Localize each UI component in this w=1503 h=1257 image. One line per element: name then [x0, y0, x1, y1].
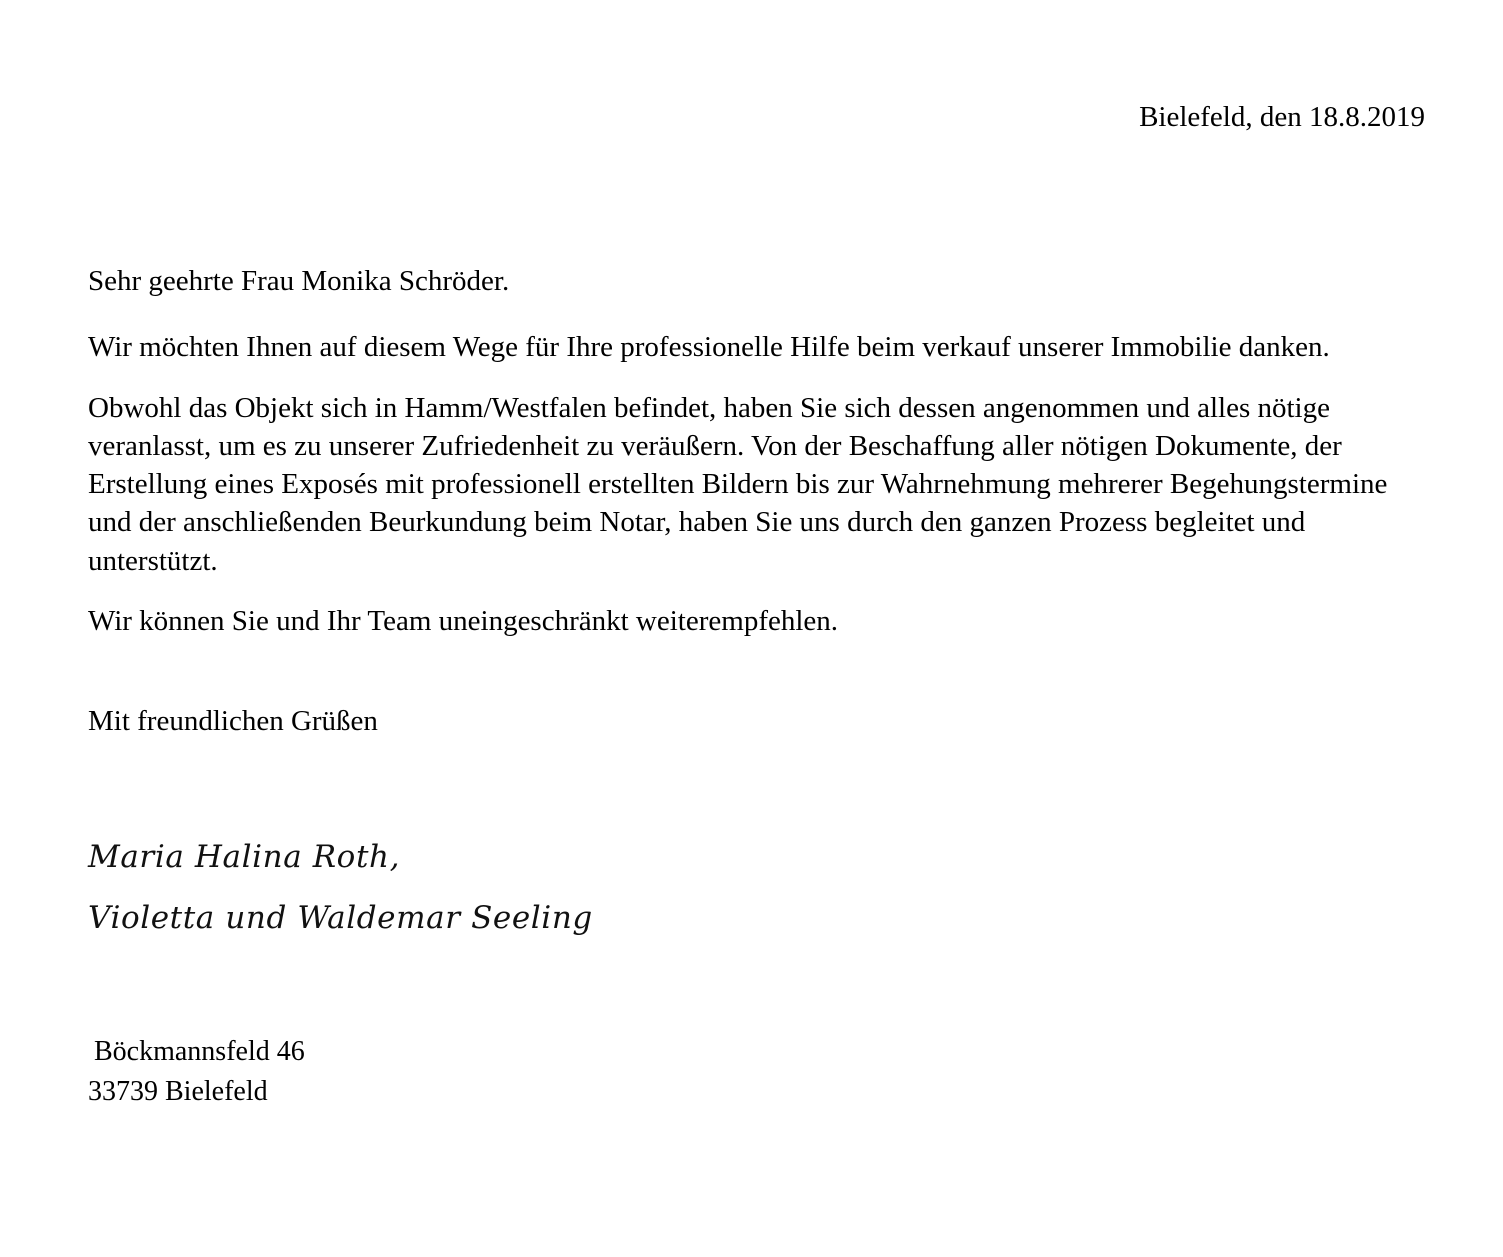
closing-line: Mit freundlichen Grüßen: [88, 705, 378, 738]
letter-body: [88, 262, 1428, 740]
signature-line-2: Violetta und Waldemar Seeling: [88, 899, 593, 936]
body-paragraph-2: Obwohl das Objekt sich in Hamm/Westfalen befindet, haben Sie sich dessen angenommen und alles nötige veranlasst, um es zu unserer Zufriedenheit zu veräußern. Von der Beschaffung aller nötigen Dokumente, der Erstellung eines Exposés mit professionell erstellten Bildern bis zur Wahrnehmung mehrerer Begehungstermine und der anschließenden Beurkundung beim Notar, haben Sie uns durch den ganzen Prozess begleitet und unterstützt.: [88, 391, 1388, 577]
signature-block: [88, 838, 988, 960]
date-line: Bielefeld, den 18.8.2019: [1139, 101, 1425, 133]
address-city-line: 33739 Bielefeld: [88, 1075, 268, 1107]
body-paragraph-1: Wir möchten Ihnen auf diesem Wege für Ihre professionelle Hilfe beim verkauf unserer Immobilie danken.: [88, 331, 1330, 364]
salutation-line: Sehr geehrte Frau Monika Schröder.: [88, 265, 510, 297]
address-street-line: Böckmannsfeld 46: [94, 1036, 305, 1067]
sender-address-block: [88, 1032, 988, 1112]
signature-line-1: Maria Halina Roth,: [88, 839, 401, 875]
body-paragraph-3: Wir können Sie und Ihr Team uneingeschränkt weiterempfehlen.: [88, 604, 839, 637]
